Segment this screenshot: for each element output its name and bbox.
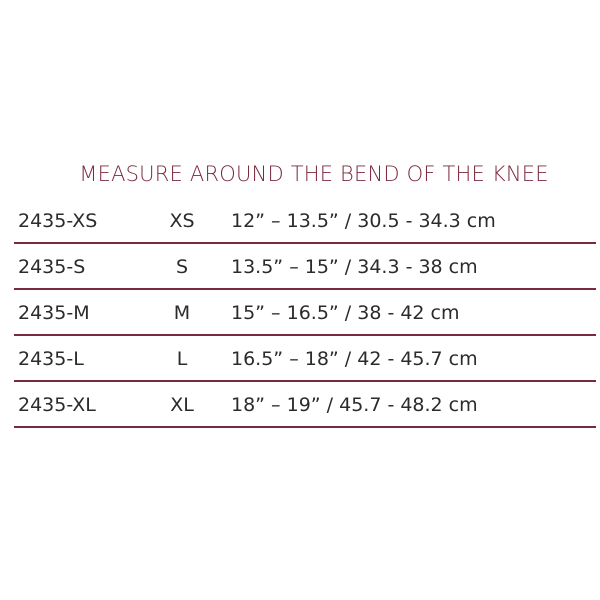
row-measurement: 15” – 16.5” / 38 - 42 cm [231,302,460,324]
row-sku: 2435-XS [18,210,98,232]
row-size: M [173,302,191,324]
row-measurement: 18” – 19” / 45.7 - 48.2 cm [231,394,478,416]
row-size: XS [169,210,195,232]
size-row-m [14,290,596,336]
chart-heading: MEASURE AROUND THE BEND OF THE KNEE [79,162,549,186]
size-row-s [14,244,596,290]
row-size: L [176,348,188,370]
row-sku: 2435-XL [18,394,96,416]
row-size: XL [170,394,194,416]
size-chart [14,160,596,428]
row-measurement: 16.5” – 18” / 42 - 45.7 cm [231,348,478,370]
row-size: S [175,256,189,278]
row-measurement: 12” – 13.5” / 30.5 - 34.3 cm [231,210,496,232]
size-row-l [14,336,596,382]
row-sku: 2435-S [18,256,86,278]
size-row-xs [14,198,596,244]
row-sku: 2435-M [18,302,90,324]
size-row-xl [14,382,596,428]
row-measurement: 13.5” – 15” / 34.3 - 38 cm [231,256,478,278]
row-sku: 2435-L [18,348,84,370]
